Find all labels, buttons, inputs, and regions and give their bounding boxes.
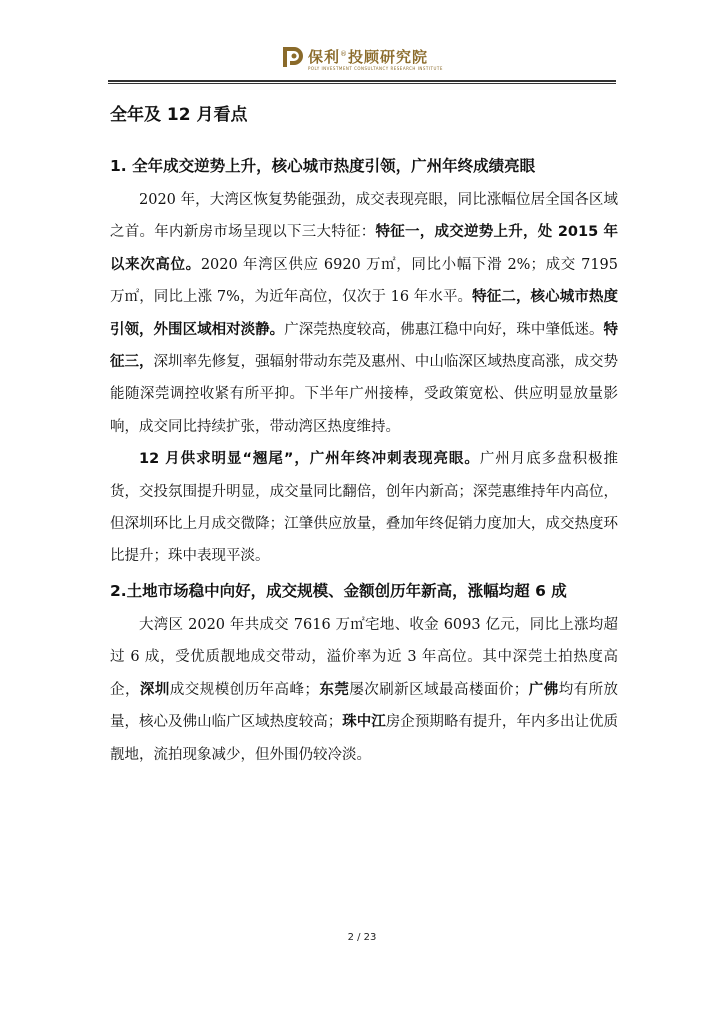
section-1-paragraph-2: 12 月供求明显“翘尾”，广州年终冲刺表现亮眼。广州月底多盘积极推货，交投氛围提升明显，成交量同比翻倍，创年内新高；深莞惠维持年内高位，但深圳环比上月成交微降；江肇供应放量，叠加年终促销力度加大，成交热度环比提升；珠中表现平淡。: [110, 451, 618, 565]
section-2-title: 2.土地市场稳中向好，成交规模、金额创历年新高，涨幅均超 6 成: [110, 581, 567, 600]
brand-english-name: POLY INVESTMENT CONSULTANCY RESEARCH INSTITUTE: [308, 66, 443, 71]
page-number: 2 / 23: [347, 932, 377, 943]
header-rule: [108, 80, 616, 82]
page-header: [0, 0, 724, 92]
header-rule-thin: [108, 83, 616, 84]
poly-logo-icon: [282, 46, 304, 68]
section-1-paragraph-1: 2020 年，大湾区恢复势能强劲，成交表现亮眼，同比涨幅位居全国各区域之首。年内新房市场呈现以下三大特征：特征一，成交逆势上升，处 2015 年以来次高位。2020 年湾区供应 6920 万㎡，同比小幅下滑 2%；成交 7195 万㎡，同比上涨 7%，为近年高位，仅次于 16 年水平。特征二，核心城市热度引领，外围区域相对淡静。广深莞热度较高，佛惠江稳中向好，珠中肇低迷。特征三，深圳率先修复，强辐射带动东莞及惠州、中山临深区域热度高涨，成交势能随深莞调控收紧有所平抑。下半年广州接棒，受政策宽松、供应明显放量影响，成交同比持续扩张，带动湾区热度维持。: [110, 192, 619, 435]
section-2-paragraph: 大湾区 2020 年共成交 7616 万㎡宅地、收金 6093 亿元，同比上涨均超过 6 成，受优质靓地成交带动，溢价率为近 3 年高位。其中深莞土拍热度高企，深圳成交规模创历年高峰；东莞屡次刷新区域最高楼面价；广佛均有所放量，核心及佛山临广区域热度较高；珠中江房企预期略有提升，年内多出让优质靓地，流拍现象减少，但外围仍较冷淡。: [110, 616, 619, 763]
page-heading: 全年及 12 月看点: [110, 105, 248, 125]
brand-name: 保利®投顾研究院: [308, 48, 429, 66]
page-body: [110, 92, 618, 771]
section-1-title: 1. 全年成交逆势上升，核心城市热度引领，广州年终成绩亮眼: [110, 157, 536, 175]
